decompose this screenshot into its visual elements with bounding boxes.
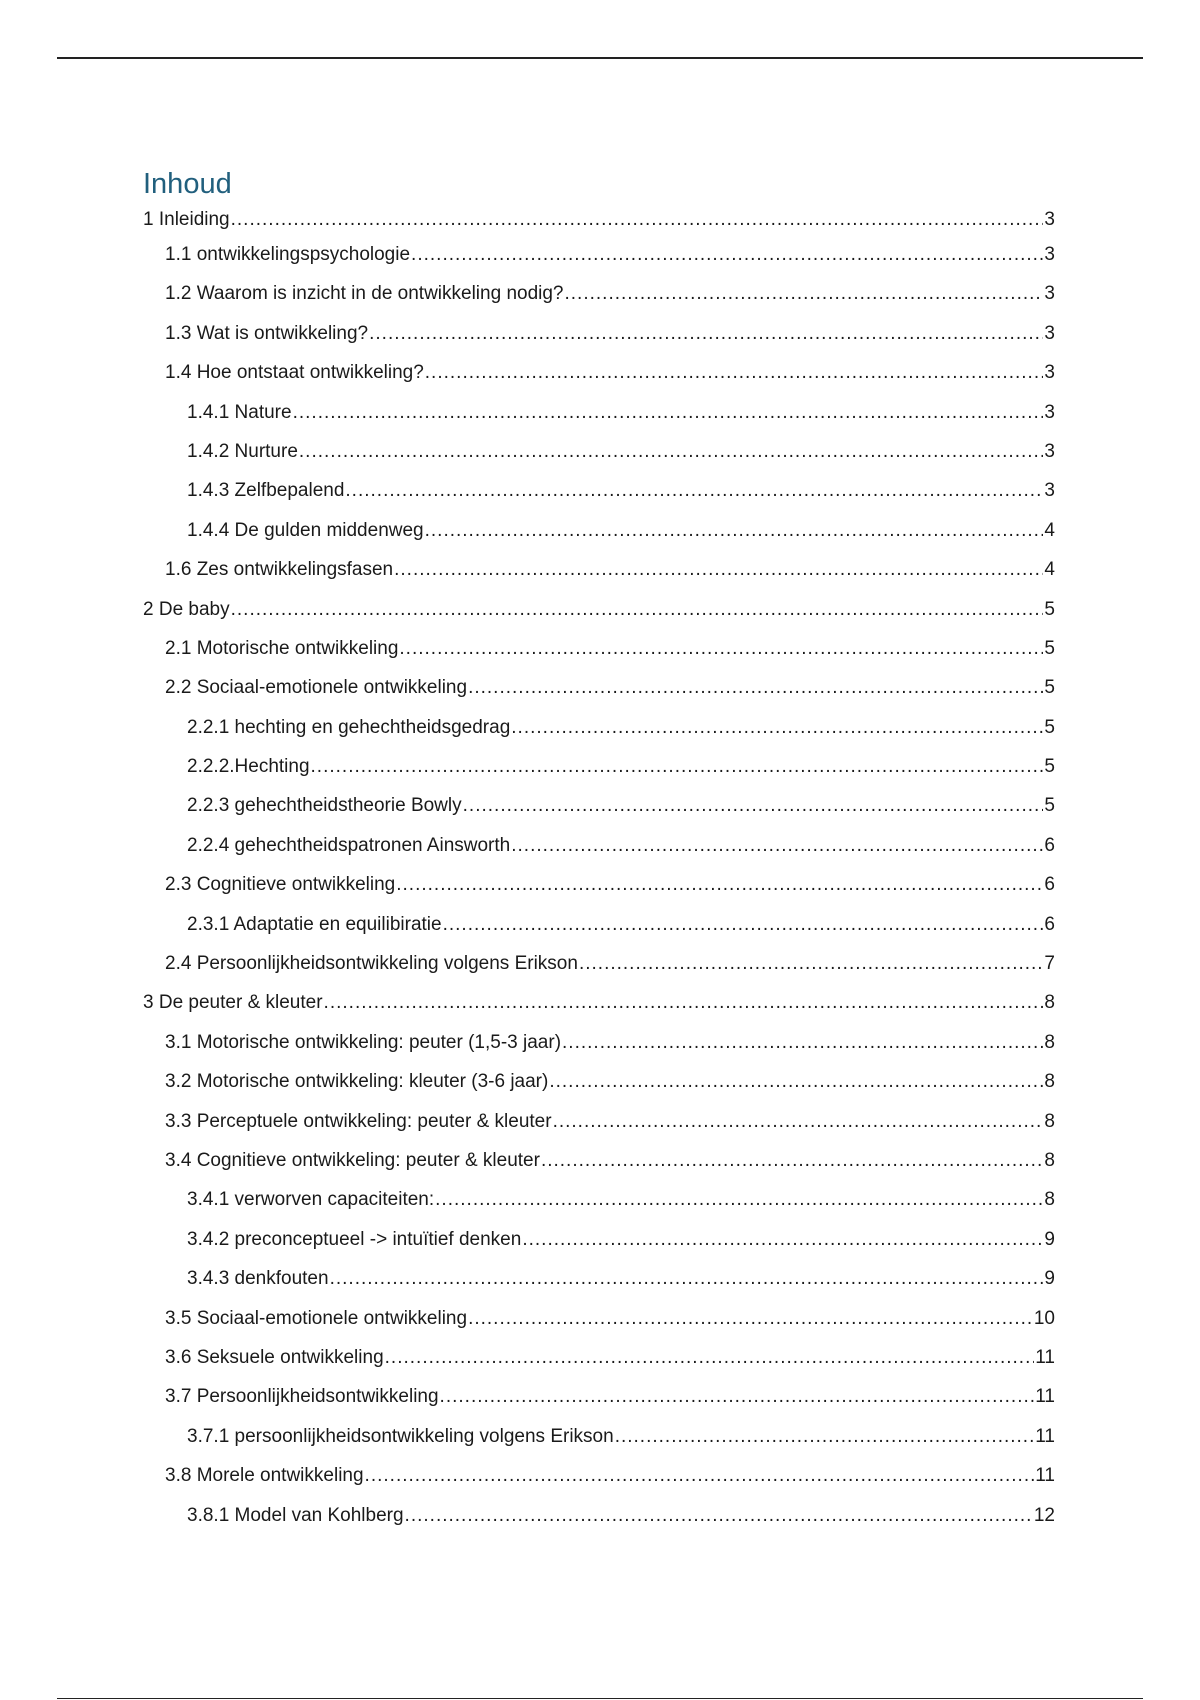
toc-entry-page: 8 <box>1044 1071 1055 1093</box>
toc-entry-2-3[interactable] <box>143 873 1055 912</box>
dot-leader <box>311 755 1044 779</box>
toc-entry-page: 5 <box>1044 756 1055 778</box>
toc-entry-3-4[interactable] <box>143 1149 1055 1188</box>
toc-entry-label: 3.7 Persoonlijkheidsontwikkeling <box>165 1386 439 1408</box>
toc-entry-1-4[interactable] <box>143 361 1055 400</box>
toc-entry-page: 4 <box>1044 559 1055 581</box>
toc-entry-label: 3.2 Motorische ontwikkeling: kleuter (3-6 jaar) <box>165 1071 549 1093</box>
toc-entry-label: 3.4.1 verworven capaciteiten: <box>187 1189 435 1211</box>
toc-entry-1-3[interactable] <box>143 322 1055 361</box>
toc-entry-label: 2.2.4 gehechtheidspatronen Ainsworth <box>187 834 511 856</box>
toc-entry-page: 5 <box>1044 795 1055 817</box>
dot-leader <box>468 1307 1033 1331</box>
header-rule <box>57 57 1143 59</box>
toc-entry-label: 1.4 Hoe ontstaat ontwikkeling? <box>165 362 424 384</box>
toc-entry-label: 3.8 Morele ontwikkeling <box>165 1465 364 1487</box>
dot-leader <box>330 1267 1044 1291</box>
toc-entry-label: 2.3.1 Adaptatie en equilibiratie <box>187 913 442 935</box>
toc-entry-page: 5 <box>1044 637 1055 659</box>
dot-leader <box>511 716 1043 740</box>
toc-entry-1-4-1[interactable] <box>143 401 1055 440</box>
toc-entry-label: 3.5 Sociaal-emotionele ontwikkeling <box>165 1307 468 1329</box>
dot-leader <box>443 913 1044 937</box>
toc-entry-page: 3 <box>1044 480 1055 502</box>
dot-leader <box>565 282 1044 306</box>
toc-entry-label: 2.2.3 gehechtheidstheorie Bowly <box>187 795 462 817</box>
toc-entry-label: 1.1 ontwikkelingspsychologie <box>165 244 411 265</box>
dot-leader <box>385 1346 1035 1370</box>
toc-entry-1-1[interactable] <box>143 243 1055 282</box>
toc-entry-page: 3 <box>1044 244 1055 265</box>
toc-entry-label: 3.8.1 Model van Kohlberg <box>187 1504 404 1526</box>
toc-entry-page: 8 <box>1044 1110 1055 1132</box>
toc-title: Inhoud <box>143 168 232 200</box>
toc-entry-1-6[interactable] <box>143 558 1055 597</box>
dot-leader <box>411 243 1043 267</box>
toc-entry-page: 11 <box>1035 1346 1055 1368</box>
toc-entry-label: 1.4.2 Nurture <box>187 440 298 462</box>
dot-leader <box>345 479 1043 503</box>
toc-entry-page: 11 <box>1035 1425 1055 1447</box>
dot-leader <box>579 952 1043 976</box>
toc-entry-label: 1.4.4 De gulden middenweg <box>187 519 424 541</box>
dot-leader <box>365 1464 1035 1488</box>
dot-leader <box>435 1188 1043 1212</box>
toc-entry-3-4-3[interactable] <box>143 1267 1055 1306</box>
toc-entry-page: 4 <box>1044 519 1055 541</box>
toc-entry-2[interactable] <box>143 598 1055 637</box>
dot-leader <box>615 1425 1035 1449</box>
toc-entry-label: 2.4 Persoonlijkheidsontwikkeling volgens Erikson <box>165 953 578 975</box>
toc-entry-2-1[interactable] <box>143 637 1055 676</box>
toc-entry-label: 1 Inleiding <box>143 209 230 230</box>
toc-entry-page: 11 <box>1035 1386 1055 1408</box>
toc-entry-3-8-1[interactable] <box>143 1504 1055 1543</box>
toc-entry-page: 6 <box>1044 834 1055 856</box>
dot-leader <box>463 794 1044 818</box>
toc-entry-2-2-4[interactable] <box>143 834 1055 873</box>
toc-entry-1-2[interactable] <box>143 282 1055 321</box>
toc-entry-label: 3.1 Motorische ontwikkeling: peuter (1,5-3 jaar) <box>165 1031 562 1053</box>
dot-leader <box>522 1228 1043 1252</box>
toc-entry-3-8[interactable] <box>143 1464 1055 1503</box>
dot-leader <box>553 1110 1044 1134</box>
toc-entry-page: 7 <box>1044 953 1055 975</box>
footer-rule <box>57 1698 1143 1699</box>
toc-entry-label: 3.4 Cognitieve ontwikkeling: peuter & kleuter <box>165 1149 540 1171</box>
toc-entry-2-3-1[interactable] <box>143 913 1055 952</box>
toc-entry-label: 1.4.3 Zelfbepalend <box>187 480 345 502</box>
toc-entry-label: 3.6 Seksuele ontwikkeling <box>165 1346 384 1368</box>
toc-entry-2-2-1[interactable] <box>143 716 1055 755</box>
toc-entry-label: 2.2.1 hechting en gehechtheidsgedrag <box>187 716 511 738</box>
toc-entry-page: 6 <box>1044 874 1055 896</box>
toc-entry-page: 9 <box>1044 1228 1055 1250</box>
dot-leader <box>425 361 1044 385</box>
dot-leader <box>324 991 1044 1015</box>
dot-leader <box>293 401 1044 425</box>
dot-leader <box>541 1149 1043 1173</box>
toc-entry-page: 11 <box>1035 1465 1055 1487</box>
toc-entry-page: 12 <box>1033 1504 1055 1526</box>
toc-entry-label: 2.2 Sociaal-emotionele ontwikkeling <box>165 677 468 699</box>
dot-leader <box>562 1031 1043 1055</box>
toc-entry-label: 1.3 Wat is ontwikkeling? <box>165 322 369 344</box>
toc-entry-3-6[interactable] <box>143 1346 1055 1385</box>
dot-leader <box>425 519 1044 543</box>
toc-entry-page: 5 <box>1044 677 1055 699</box>
toc-entry-1[interactable] <box>143 208 1055 243</box>
toc-entry-2-2-3[interactable] <box>143 794 1055 833</box>
toc-entry-page: 6 <box>1044 913 1055 935</box>
dot-leader <box>231 208 1044 232</box>
toc-entry-3-2[interactable] <box>143 1070 1055 1109</box>
dot-leader <box>299 440 1044 464</box>
toc-entry-label: 1.6 Zes ontwikkelingsfasen <box>165 559 394 581</box>
toc-entry-page: 5 <box>1044 598 1055 620</box>
toc-entry-page: 9 <box>1044 1268 1055 1290</box>
dot-leader <box>396 873 1043 897</box>
dot-leader <box>369 322 1043 346</box>
toc-entry-page: 5 <box>1044 716 1055 738</box>
toc-entry-label: 2.1 Motorische ontwikkeling <box>165 637 399 659</box>
toc-entry-page: 8 <box>1044 1031 1055 1053</box>
toc-entry-3-4-2[interactable] <box>143 1228 1055 1267</box>
toc-entry-3-5[interactable] <box>143 1307 1055 1346</box>
toc-entry-3-7[interactable] <box>143 1385 1055 1424</box>
dot-leader <box>231 598 1044 622</box>
toc-entry-2-4[interactable] <box>143 952 1055 991</box>
toc-entry-label: 2.2.2.Hechting <box>187 756 310 778</box>
dot-leader <box>468 676 1043 700</box>
toc-entry-2-2[interactable] <box>143 676 1055 715</box>
toc-entry-page: 3 <box>1044 440 1055 462</box>
toc-entry-label: 3.7.1 persoonlijkheidsontwikkeling volgens Erikson <box>187 1425 614 1447</box>
toc-entry-label: 1.4.1 Nature <box>187 401 292 423</box>
toc-entry-page: 8 <box>1044 1149 1055 1171</box>
toc-entry-page: 3 <box>1044 401 1055 423</box>
dot-leader <box>511 834 1043 858</box>
toc-entry-page: 3 <box>1044 322 1055 344</box>
dot-leader <box>394 558 1043 582</box>
toc-entry-1-4-3[interactable] <box>143 479 1055 518</box>
table-of-contents <box>143 166 1055 1543</box>
dot-leader <box>440 1385 1035 1409</box>
toc-entry-label: 3 De peuter & kleuter <box>143 992 323 1014</box>
toc-entry-page: 3 <box>1044 283 1055 305</box>
toc-entry-3[interactable] <box>143 991 1055 1030</box>
toc-entry-page: 8 <box>1044 992 1055 1014</box>
toc-entry-page: 8 <box>1044 1189 1055 1211</box>
dot-leader <box>549 1070 1043 1094</box>
toc-entry-3-1[interactable] <box>143 1031 1055 1070</box>
toc-entry-label: 1.2 Waarom is inzicht in de ontwikkeling nodig? <box>165 283 564 305</box>
toc-entry-label: 3.4.2 preconceptueel -> intuïtief denken <box>187 1228 522 1250</box>
toc-entry-page: 10 <box>1033 1307 1055 1329</box>
toc-entry-3-4-1[interactable] <box>143 1188 1055 1227</box>
toc-entry-label: 2 De baby <box>143 598 230 620</box>
toc-entry-2-2-2[interactable] <box>143 755 1055 794</box>
toc-entry-page: 3 <box>1044 362 1055 384</box>
dot-leader <box>399 637 1043 661</box>
toc-entry-1-4-4[interactable] <box>143 519 1055 558</box>
toc-entry-3-7-1[interactable] <box>143 1425 1055 1464</box>
dot-leader <box>405 1504 1033 1528</box>
toc-entry-1-4-2[interactable] <box>143 440 1055 479</box>
toc-entry-3-3[interactable] <box>143 1110 1055 1149</box>
toc-entry-label: 3.4.3 denkfouten <box>187 1268 329 1290</box>
toc-entry-page: 3 <box>1044 209 1055 230</box>
toc-entry-label: 3.3 Perceptuele ontwikkeling: peuter & kleuter <box>165 1110 552 1132</box>
toc-entry-label: 2.3 Cognitieve ontwikkeling <box>165 874 396 896</box>
